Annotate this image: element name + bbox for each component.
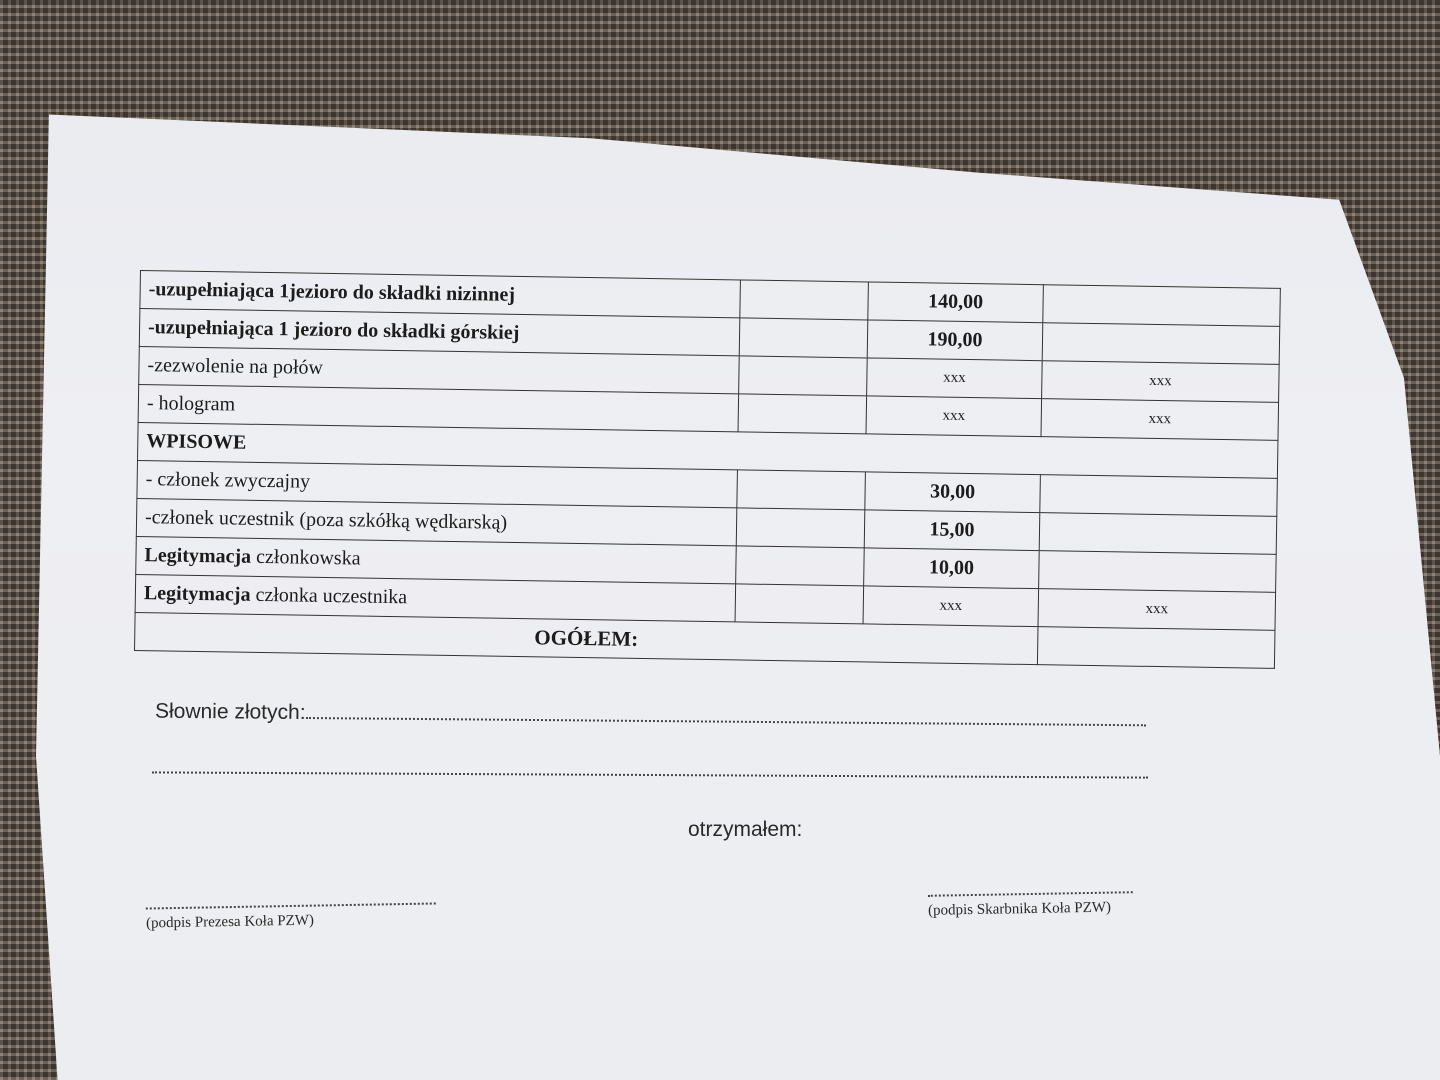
empty-cell: [739, 318, 868, 358]
row-label: -członek uczestnik (poza szkółką wędkarską): [136, 498, 737, 545]
row-amount: 30,00: [865, 472, 1041, 513]
row-label: -zezwolenie na połów: [139, 346, 740, 393]
empty-cell: [740, 280, 869, 320]
empty-cell: [736, 508, 865, 548]
row-label: -uzupełniająca 1 jezioro do składki górskiej: [139, 309, 740, 356]
total-cell: [1040, 475, 1278, 517]
row-amount: 15,00: [864, 510, 1040, 551]
signature-label: (podpis Skarbnika Koła PZW): [927, 899, 1112, 919]
empty-cell: [738, 394, 867, 434]
total-cell: [1042, 323, 1280, 365]
fee-form: [134, 270, 1285, 669]
row-label-rest: członkowska: [250, 545, 361, 570]
row-label: - członek zwyczajny: [137, 460, 738, 507]
amount-words-dotted-line-2: [152, 771, 1148, 778]
received-label: otrzymałem:: [688, 818, 803, 841]
row-label-bold: Legitymacja: [144, 544, 252, 568]
row-label-rest: członka uczestnika: [250, 583, 408, 609]
total-label: OGÓŁEM:: [135, 612, 1038, 664]
signature-label: (podpis Prezesa Koła PZW): [145, 912, 315, 932]
row-amount: 10,00: [864, 548, 1040, 589]
row-amount: 190,00: [867, 320, 1043, 361]
total-cell: [1043, 285, 1281, 327]
row-label: - hologram: [138, 384, 739, 431]
empty-cell: [739, 356, 868, 396]
amount-words-label: Słownie złotych:: [154, 699, 306, 724]
signature-president: [146, 902, 436, 932]
total-cell: [1039, 513, 1277, 555]
empty-cell: [737, 470, 866, 510]
section-title: WPISOWE: [138, 422, 1278, 478]
total-cell: [1039, 551, 1277, 593]
total-cell: xxx: [1042, 361, 1280, 403]
amount-words-dotted-line: [306, 717, 1146, 726]
row-amount: 140,00: [868, 282, 1044, 323]
row-amount: xxx: [863, 586, 1039, 627]
row-amount: xxx: [867, 358, 1043, 399]
empty-cell: [735, 584, 864, 624]
total-cell: xxx: [1038, 589, 1276, 631]
row-label: -uzupełniająca 1jezioro do składki nizinnej: [140, 271, 741, 318]
row-label-bold: Legitymacja: [143, 582, 251, 606]
total-cell: xxx: [1041, 399, 1279, 441]
signature-treasurer: [928, 891, 1133, 920]
row-amount: xxx: [866, 396, 1042, 437]
fees-table: [134, 270, 1281, 669]
empty-cell: [736, 546, 865, 586]
total-value-cell: [1037, 627, 1275, 669]
